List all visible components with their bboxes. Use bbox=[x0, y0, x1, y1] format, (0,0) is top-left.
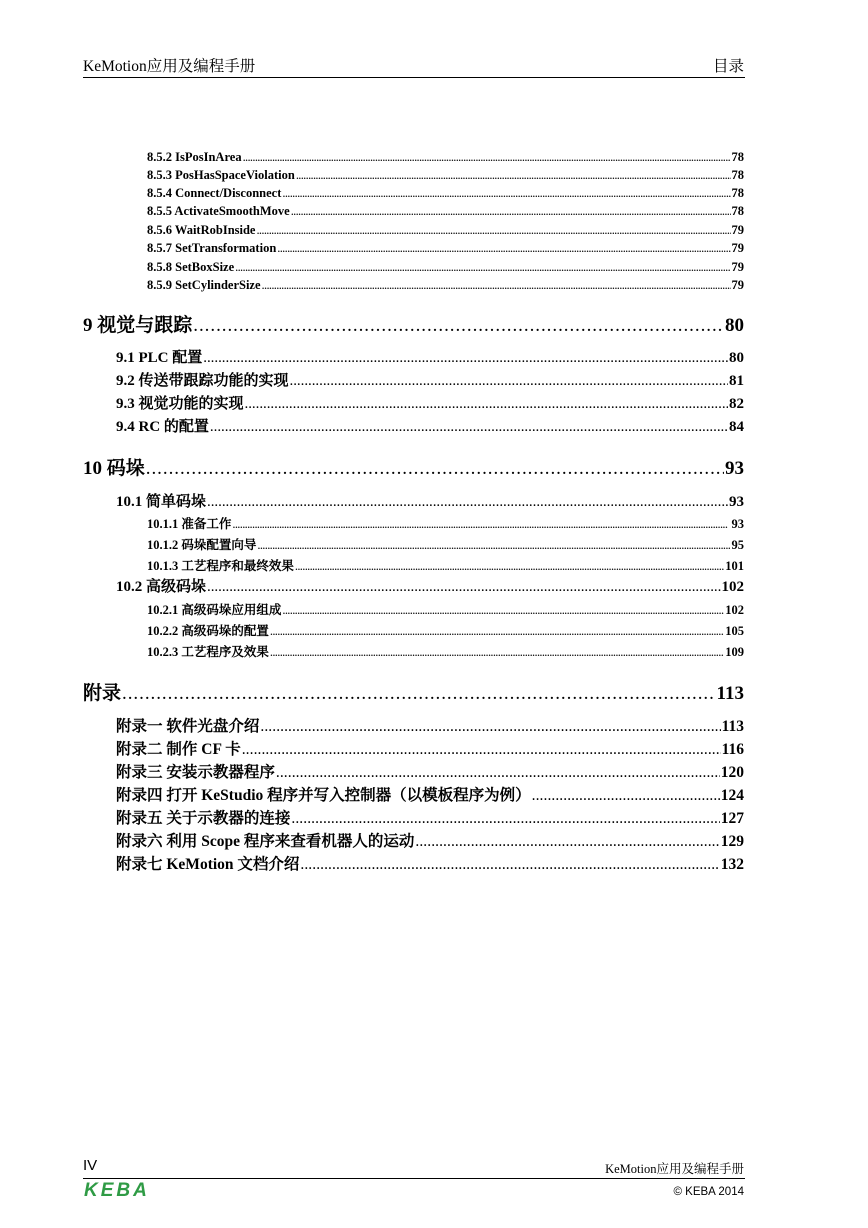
toc-leader-dots bbox=[257, 539, 730, 552]
toc-entry[interactable] bbox=[116, 807, 744, 826]
toc-leader-dots bbox=[282, 187, 730, 200]
toc-entry-title: 附录 bbox=[83, 683, 122, 704]
toc-leader-dots bbox=[122, 684, 716, 703]
toc-entry-title: 10.1.3 工艺程序和最终效果 bbox=[147, 558, 294, 573]
toc-entry-title: 9.4 RC 的配置 bbox=[116, 419, 209, 435]
toc-entry-title: 9.1 PLC 配置 bbox=[116, 350, 203, 366]
toc-entry-title: 10.2.1 高级码垛应用组成 bbox=[147, 602, 282, 617]
toc-entry-title: 8.5.4 Connect/Disconnect bbox=[147, 185, 282, 200]
toc-leader-dots bbox=[243, 151, 731, 164]
toc-entry-page: 93 bbox=[725, 458, 744, 479]
toc-entry-title: 10 码垛 bbox=[83, 458, 145, 479]
toc-entry-page: 113 bbox=[721, 717, 744, 735]
toc-leader-dots bbox=[270, 646, 724, 659]
toc-entry-page: 116 bbox=[721, 740, 744, 758]
toc-entry[interactable] bbox=[147, 642, 744, 658]
toc-leader-dots bbox=[262, 279, 731, 292]
toc-entry-page: 93 bbox=[731, 516, 744, 531]
toc-entry-title: 附录五 关于示教器的连接 bbox=[116, 809, 291, 827]
toc-entry[interactable] bbox=[83, 313, 744, 335]
toc-entry-title: 10.2.3 工艺程序及效果 bbox=[147, 644, 269, 659]
toc-entry-page: 124 bbox=[720, 786, 744, 804]
toc-leader-dots bbox=[146, 459, 724, 478]
toc-leader-dots bbox=[276, 765, 720, 781]
toc-entry[interactable] bbox=[147, 201, 744, 217]
toc-leader-dots bbox=[277, 242, 730, 255]
toc-leader-dots bbox=[207, 580, 720, 595]
toc-leader-dots bbox=[532, 788, 720, 804]
toc-entry[interactable] bbox=[116, 853, 744, 872]
toc-entry-page: 79 bbox=[731, 259, 744, 274]
toc-leader-dots bbox=[260, 719, 720, 735]
toc-entry-page: 82 bbox=[729, 396, 744, 412]
toc-entry[interactable] bbox=[116, 417, 744, 435]
toc-leader-dots bbox=[210, 420, 728, 435]
keba-logo bbox=[83, 1180, 167, 1198]
toc-entry-page: 93 bbox=[729, 494, 744, 510]
header-rule bbox=[83, 77, 745, 78]
toc-entry-title: 8.5.6 WaitRobInside bbox=[147, 222, 256, 237]
toc-entry[interactable] bbox=[147, 621, 744, 637]
toc-entry-page: 78 bbox=[731, 185, 744, 200]
footer-title: KeMotion应用及编程手册 bbox=[605, 1162, 744, 1176]
toc-entry[interactable] bbox=[116, 348, 744, 366]
toc-entry-page: 78 bbox=[731, 203, 744, 218]
toc-entry-title: 8.5.5 ActivateSmoothMove bbox=[147, 203, 290, 218]
toc-entry-title: 10.1 简单码垛 bbox=[116, 494, 207, 510]
toc-entry[interactable] bbox=[83, 681, 744, 703]
toc-entry[interactable] bbox=[147, 514, 744, 530]
toc-entry-page: 102 bbox=[725, 602, 744, 617]
toc-leader-dots bbox=[193, 316, 724, 335]
toc-entry-page: 120 bbox=[720, 763, 744, 781]
toc-entry-title: 8.5.3 PosHasSpaceViolation bbox=[147, 167, 295, 182]
toc-entry-page: 79 bbox=[731, 222, 744, 237]
toc-entry[interactable] bbox=[116, 492, 744, 510]
toc-entry-page: 109 bbox=[725, 644, 744, 659]
toc-entry-page: 127 bbox=[720, 809, 744, 827]
toc-entry[interactable] bbox=[147, 183, 744, 199]
toc-entry[interactable] bbox=[116, 830, 744, 849]
toc-entry-title: 附录二 制作 CF 卡 bbox=[116, 740, 241, 758]
toc-entry-page: 78 bbox=[731, 149, 744, 164]
toc-entry[interactable] bbox=[147, 556, 744, 572]
toc-entry-page: 81 bbox=[729, 373, 744, 389]
footer-rule bbox=[83, 1178, 745, 1179]
toc-leader-dots bbox=[245, 397, 728, 412]
toc-leader-dots bbox=[256, 224, 730, 237]
toc-leader-dots bbox=[203, 351, 728, 366]
toc-leader-dots bbox=[270, 625, 724, 638]
toc-entry-title: 8.5.2 IsPosInArea bbox=[147, 149, 242, 164]
toc-entry[interactable] bbox=[147, 600, 744, 616]
toc-entry-title: 9.2 传送带跟踪功能的实现 bbox=[116, 373, 289, 389]
toc-entry-title: 10.2 高级码垛 bbox=[116, 579, 207, 595]
toc-leader-dots bbox=[242, 742, 721, 758]
header-title: KeMotion应用及编程手册 bbox=[83, 58, 256, 75]
toc-entry[interactable] bbox=[116, 761, 744, 780]
toc-entry-title: 附录四 打开 KeStudio 程序并写入控制器（以模板程序为例） bbox=[116, 786, 531, 804]
toc-leader-dots bbox=[207, 495, 728, 510]
toc-entry-title: 10.1.1 准备工作 bbox=[147, 516, 232, 531]
toc-leader-dots bbox=[295, 560, 724, 573]
toc-leader-dots bbox=[291, 205, 731, 218]
toc-entry-page: 129 bbox=[720, 832, 744, 850]
toc-entry[interactable] bbox=[147, 535, 744, 551]
toc-entry[interactable] bbox=[116, 577, 744, 595]
toc-leader-dots bbox=[296, 169, 731, 182]
toc-entry-page: 78 bbox=[731, 167, 744, 182]
toc-entry-title: 9.3 视觉功能的实现 bbox=[116, 396, 244, 412]
toc-entry-title: 附录六 利用 Scope 程序来查看机器人的运动 bbox=[116, 832, 415, 850]
toc-entry-title: 8.5.7 SetTransformation bbox=[147, 240, 277, 255]
toc-entry-page: 80 bbox=[729, 350, 744, 366]
toc-entry[interactable] bbox=[83, 456, 744, 478]
toc-entry-page: 95 bbox=[731, 537, 744, 552]
toc-entry[interactable] bbox=[116, 394, 744, 412]
toc-leader-dots bbox=[232, 518, 730, 531]
toc-entry-title: 8.5.8 SetBoxSize bbox=[147, 259, 235, 274]
toc-leader-dots bbox=[415, 834, 719, 850]
toc-entry-page: 132 bbox=[720, 855, 744, 873]
toc-entry-title: 10.2.2 高级码垛的配置 bbox=[147, 623, 269, 638]
toc-entry[interactable] bbox=[147, 275, 744, 291]
toc-entry-page: 101 bbox=[725, 558, 744, 573]
toc-entry[interactable] bbox=[147, 238, 744, 254]
toc-entry-page: 79 bbox=[731, 240, 744, 255]
toc-entry-page: 113 bbox=[716, 683, 744, 704]
toc-entry[interactable] bbox=[116, 738, 744, 757]
toc-entry-title: 附录三 安装示教器程序 bbox=[116, 763, 275, 781]
toc-entry[interactable] bbox=[147, 147, 744, 163]
toc-entry[interactable] bbox=[116, 715, 744, 734]
toc-entry[interactable] bbox=[116, 371, 744, 389]
toc-entry-page: 84 bbox=[729, 419, 744, 435]
svg-text:KEBA: KEBA bbox=[84, 1180, 150, 1198]
footer-copyright: © KEBA 2014 bbox=[673, 1186, 744, 1198]
header-section: 目录 bbox=[712, 58, 744, 75]
toc-leader-dots bbox=[300, 857, 719, 873]
toc-entry-page: 105 bbox=[725, 623, 744, 638]
toc-leader-dots bbox=[290, 374, 728, 389]
toc-entry-title: 附录七 KeMotion 文档介绍 bbox=[116, 855, 300, 873]
toc-entry-page: 79 bbox=[731, 277, 744, 292]
toc-leader-dots bbox=[282, 604, 724, 617]
toc-leader-dots bbox=[235, 261, 730, 274]
toc-entry[interactable] bbox=[147, 257, 744, 273]
toc-entry-page: 80 bbox=[725, 315, 744, 336]
toc-entry-title: 附录一 软件光盘介绍 bbox=[116, 717, 260, 735]
toc-entry-title: 8.5.9 SetCylinderSize bbox=[147, 277, 261, 292]
toc-entry[interactable] bbox=[147, 220, 744, 236]
toc-entry[interactable] bbox=[116, 784, 744, 803]
toc-leader-dots bbox=[291, 811, 719, 827]
footer-page-number: IV bbox=[83, 1157, 98, 1174]
toc-entry[interactable] bbox=[147, 165, 744, 181]
toc-entry-page: 102 bbox=[721, 579, 744, 595]
toc-entry-title: 10.1.2 码垛配置向导 bbox=[147, 537, 257, 552]
toc-entry-title: 9 视觉与跟踪 bbox=[83, 315, 193, 336]
